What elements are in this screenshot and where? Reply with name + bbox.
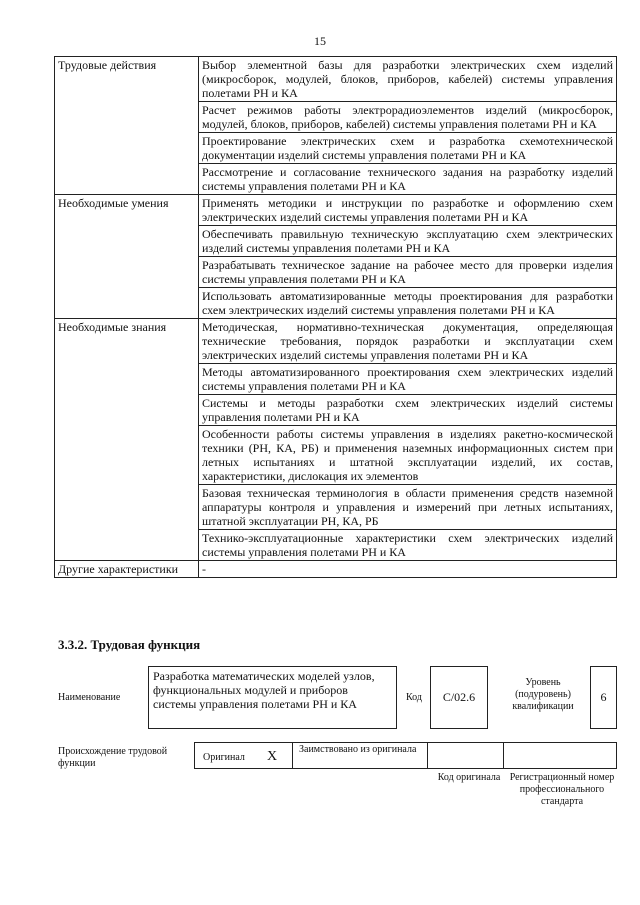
origin-table — [194, 742, 617, 769]
table-cell: Особенности работы системы управления в изделиях ракетно-космической техники (РН, КА, РБ) и применения наземных информационных систем при летных испытаниях и штатной эксплуатации изделий, их состав, характеристики, дислокация их элементов — [199, 426, 617, 485]
row-label-required-knowledge: Необходимые знания — [55, 319, 199, 561]
section-title: 3.3.2. Трудовая функция — [58, 637, 201, 652]
requirements-table — [54, 56, 617, 578]
table-cell: Разрабатывать техническое задание на рабочее место для проверки изделия системы управления полетами РН и КА — [199, 257, 617, 288]
divider — [427, 743, 428, 768]
table-cell: Методы автоматизированного проектирования схем электрических изделий системы управления полетами РН и КА — [199, 364, 617, 395]
table-cell: Методическая, нормативно-техническая документация, определяющая технические требования, порядок разработки и эксплуатации схем электрических изделий системы управления полетами РН и КА — [199, 319, 617, 364]
row-label-labor-actions: Трудовые действия — [55, 57, 199, 195]
table-cell: Использовать автоматизированные методы проектирования для разработки схем электрических изделий системы управления полетами РН и КА — [199, 288, 617, 319]
table-cell: Расчет режимов работы электрорадиоэлементов изделий (микросборок, модулей, блоков, приборов, кабелей) системы управления полетами РН и КА — [199, 102, 617, 133]
divider — [292, 743, 293, 768]
page-number: 15 — [314, 34, 326, 48]
origin-label: Происхождение трудовой функции — [58, 746, 168, 769]
qualification-level-value: 6 — [590, 666, 617, 729]
borrowed-label: Заимствовано из оригинала — [299, 744, 417, 755]
table-cell: Выбор элементной базы для разработки электрических схем изделий (микросборок, модулей, блоков, приборов, кабелей) системы управления полетами РН и КА — [199, 57, 617, 102]
divider — [503, 743, 504, 768]
table-row — [55, 319, 617, 364]
original-label: Оригинал — [203, 752, 245, 763]
table-cell: Проектирование электрических схем и разработка схемотехнической документации изделий системы управления полетами РН и КА — [199, 133, 617, 164]
code-value: C/02.6 — [430, 666, 488, 729]
row-label-other-characteristics: Другие характеристики — [55, 561, 199, 578]
table-cell: Технико-эксплуатационные характеристики схем электрических изделий системы управления полетами РН и КА — [199, 530, 617, 561]
table-cell: Обеспечивать правильную техническую эксплуатацию схем электрических изделий системы управления полетами РН и КА — [199, 226, 617, 257]
code-label: Код — [406, 692, 422, 703]
row-label-required-skills: Необходимые умения — [55, 195, 199, 319]
qualification-level-label: Уровень (подуровень) квалификации — [512, 677, 574, 712]
table-cell: Применять методики и инструкции по разработке и оформлению схем электрических изделий системы управления полетами РН и КА — [199, 195, 617, 226]
function-name-value: Разработка математических моделей узлов, функциональных модулей и приборов системы управления полетами РН и КА — [148, 666, 397, 729]
table-row — [55, 57, 617, 102]
table-cell: Рассмотрение и согласование технического задания на разработку изделий системы управления полетами РН и КА — [199, 164, 617, 195]
name-label: Наименование — [58, 692, 121, 703]
table-row — [55, 561, 617, 578]
table-row — [55, 195, 617, 226]
registration-number-caption: Регистрационный номер профессионального стандарта — [509, 772, 615, 807]
table-cell: Системы и методы разработки схем электрических изделий системы управления полетами РН и КА — [199, 395, 617, 426]
code-original-caption: Код оригинала — [437, 772, 501, 783]
table-cell: Базовая техническая терминология в области применения средств наземной аппаратуры контроля и управления и измерений при летных испытаниях, штатной эксплуатации РН, КА, РБ — [199, 485, 617, 530]
table-cell: - — [199, 561, 617, 578]
original-mark: X — [267, 749, 278, 764]
